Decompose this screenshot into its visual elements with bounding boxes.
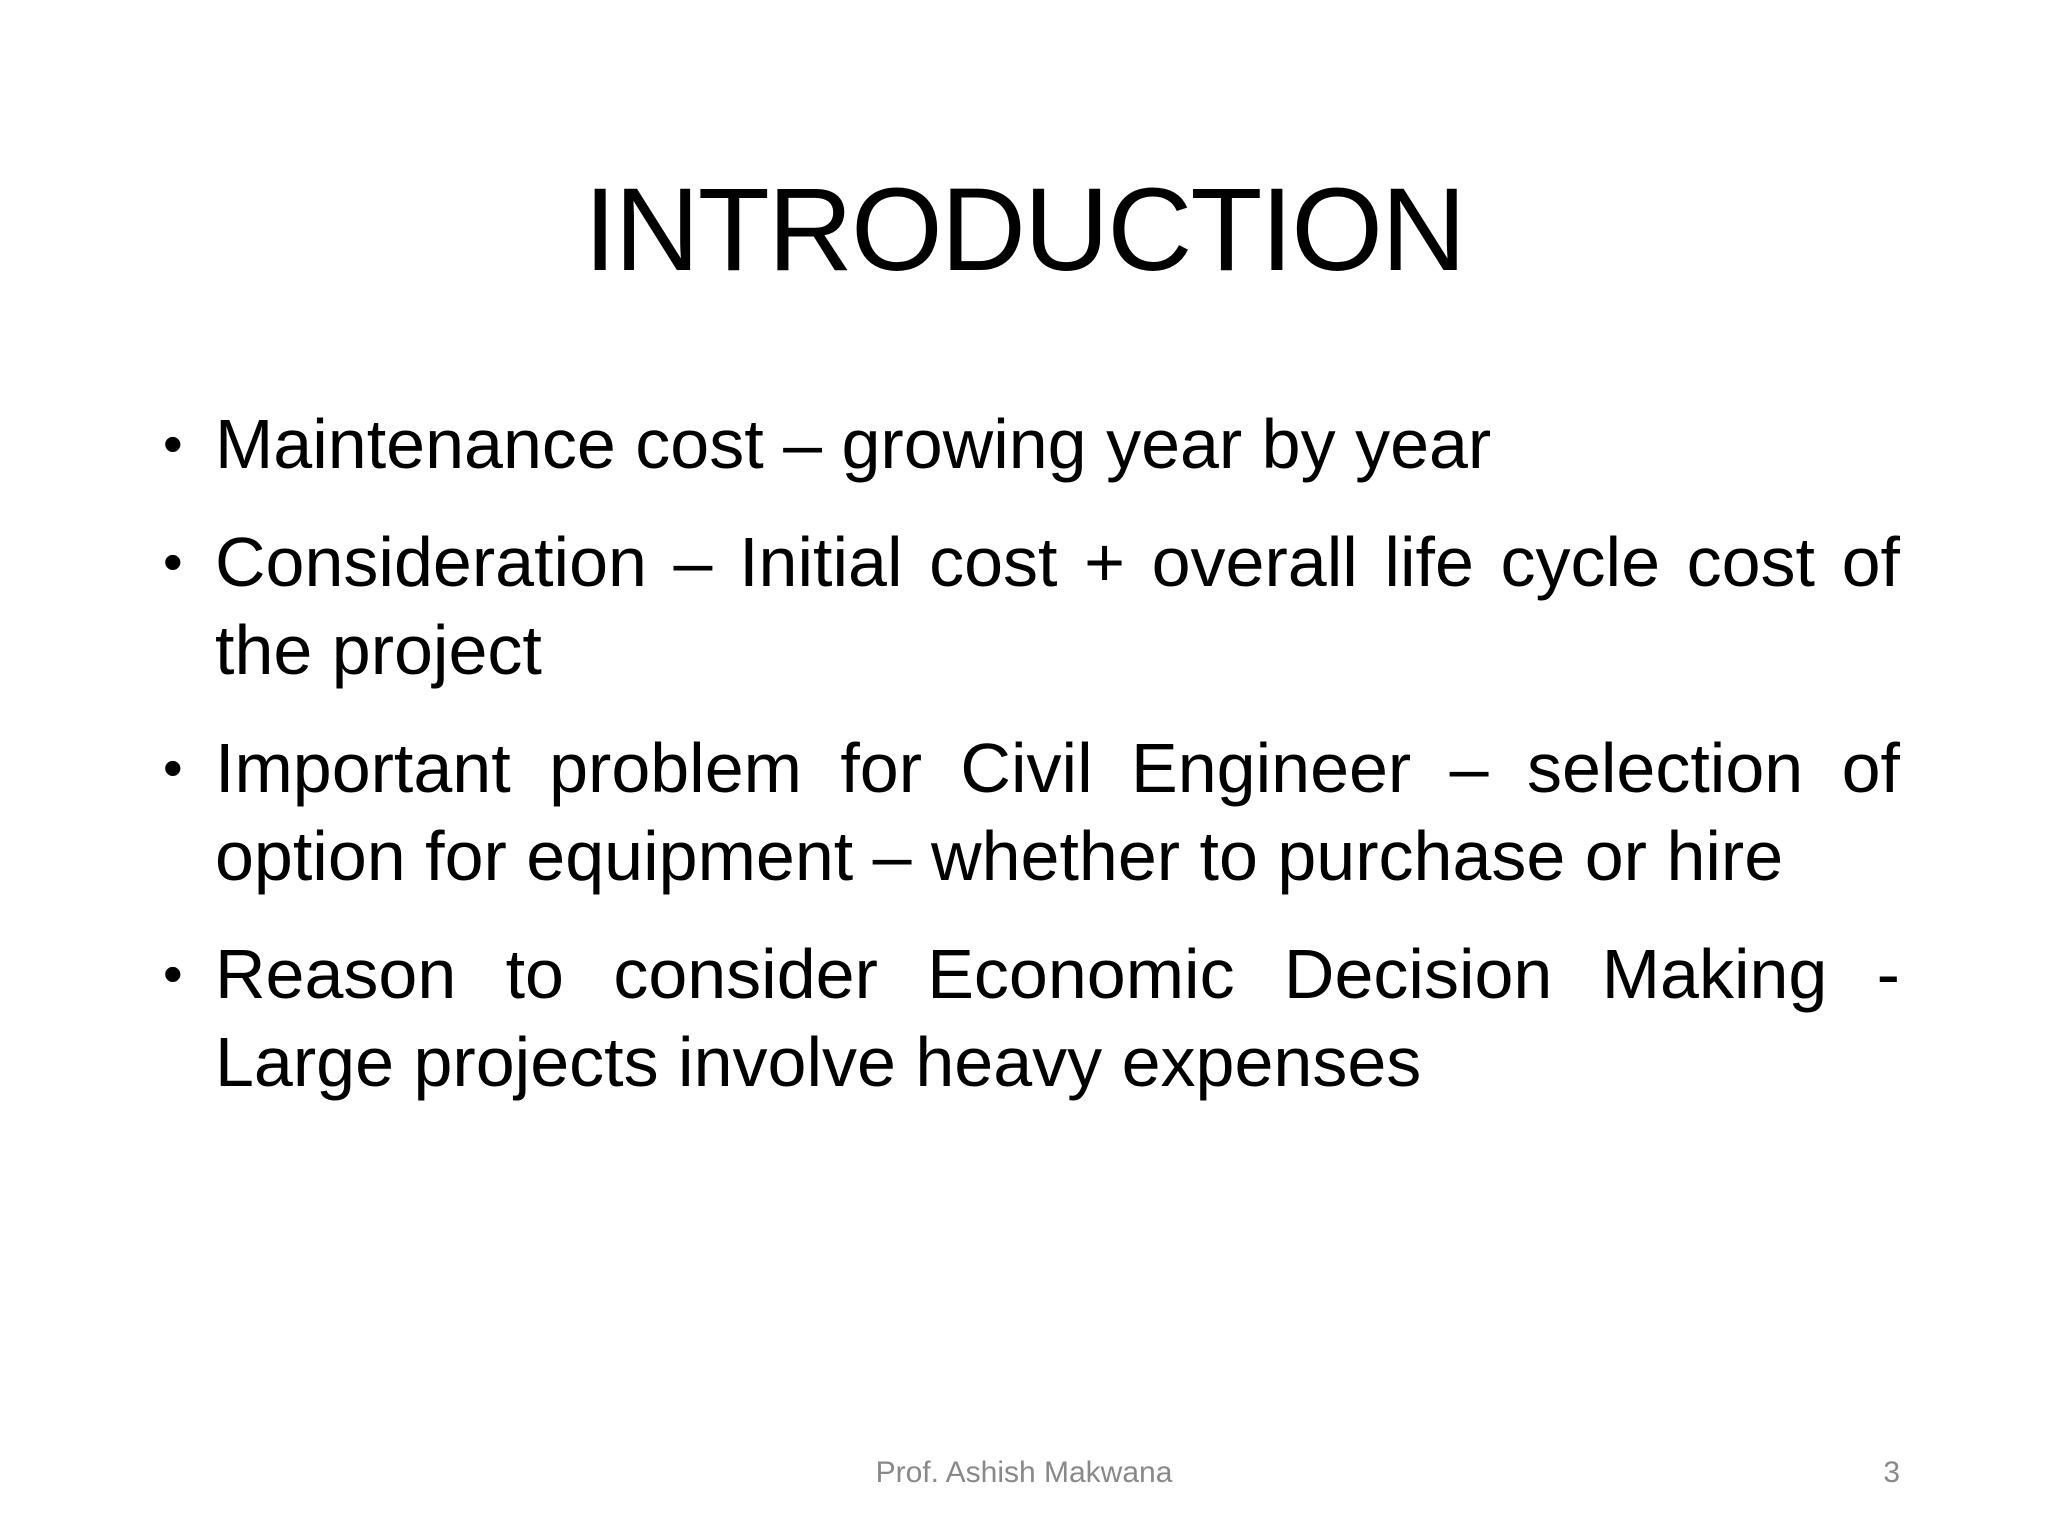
page-number: 3 (1883, 1456, 1900, 1489)
bullet-list (163, 400, 1900, 1136)
bullet-text: Maintenance cost – growing year by year (215, 405, 1492, 483)
bullet-dot-icon: • (163, 530, 183, 593)
bullet-text: Reason to consider Economic Decision Making - Large projects involve heavy expenses (215, 935, 1900, 1101)
bullet-item (163, 400, 1900, 488)
bullet-text: Consideration – Initial cost + overall life cycle cost of the project (215, 523, 1900, 689)
slide-title: INTRODUCTION (583, 164, 1465, 296)
bullet-dot-icon: • (163, 736, 183, 799)
bullet-dot-icon: • (163, 942, 183, 1005)
bullet-text: Important problem for Civil Engineer – selection of option for equipment – whether to purchase or hire (215, 729, 1900, 895)
bullet-dot-icon: • (163, 412, 183, 475)
bullet-item (163, 518, 1900, 694)
bullet-item (163, 930, 1900, 1106)
footer-author: Prof. Ashish Makwana (875, 1456, 1173, 1489)
bullet-item (163, 724, 1900, 900)
